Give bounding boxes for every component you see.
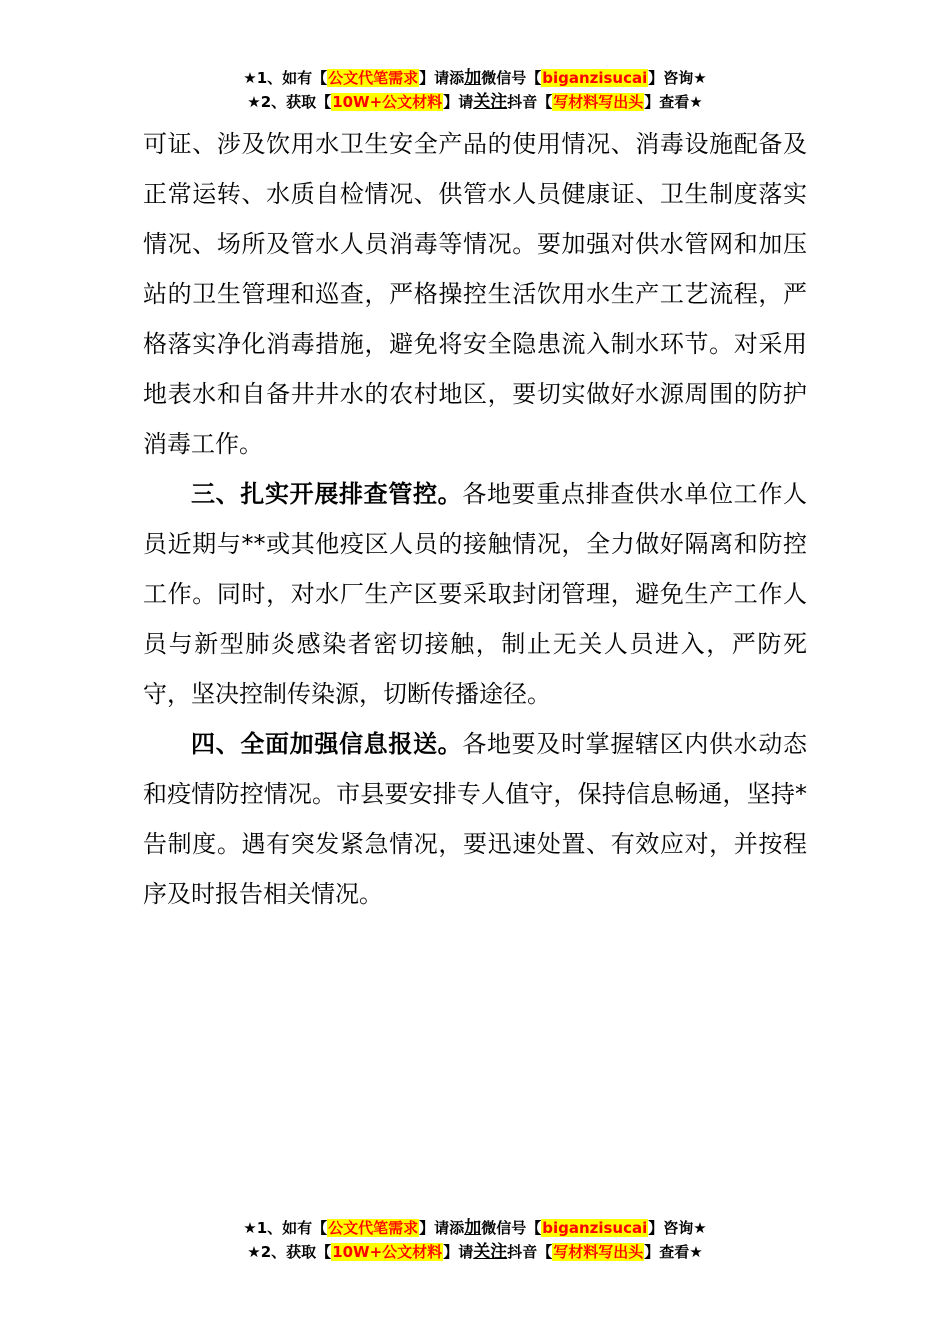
header-banner xyxy=(0,66,950,114)
highlight-materials: 10W+公文材料 xyxy=(332,1243,443,1261)
paragraph-2-text: 各地要重点排查供水单位工作人员近期与**或其他疫区人员的接触情况，全力做好隔离和防控工作。同时，对水厂生产区要采取封闭管理，避免生产工作人员与新型肺炎感染者密切接触，制止无关人员进入，严防死守，坚决控制传染源，切断传播途径。 xyxy=(143,480,808,708)
banner-text: 】请添 xyxy=(419,1219,465,1237)
highlight-douyin-account: 写材料写出头 xyxy=(553,93,644,111)
highlight-wechat-id: biganzisucai xyxy=(542,69,648,87)
highlight-service: 公文代笔需求 xyxy=(328,1219,419,1237)
footer-banner-line-2 xyxy=(0,1240,950,1264)
banner-text: 微信号【 xyxy=(481,1219,542,1237)
banner-text: 微信号【 xyxy=(481,69,542,87)
paragraph-2 xyxy=(143,469,807,719)
paragraph-1: 可证、涉及饮用水卫生安全产品的使用情况、消毒设施配备及正常运转、水质自检情况、供管水人员健康证、卫生制度落实情况、场所及管水人员消毒等情况。要加强对供水管网和加压站的卫生管理和巡查，严格操控生活饮用水生产工艺流程，严格落实净化消毒措施，避免将安全隐患流入制水环节。对采用地表水和自备井井水的农村地区，要切实做好水源周围的防护消毒工作。 xyxy=(143,130,807,458)
banner-emphasis: 加 xyxy=(464,68,482,88)
banner-text: ★2、获取【 xyxy=(247,93,332,111)
banner-text: 】请添 xyxy=(419,69,465,87)
section-heading-3: 三、扎实开展排查管控。 xyxy=(191,480,463,508)
footer-banner-line-1 xyxy=(0,1216,950,1240)
banner-text: 】咨询★ xyxy=(648,1219,707,1237)
footer-banner xyxy=(0,1216,950,1264)
highlight-materials: 10W+公文材料 xyxy=(332,93,443,111)
banner-text: 】查看★ xyxy=(644,93,703,111)
banner-text: 抖音【 xyxy=(507,93,553,111)
header-banner-line-2 xyxy=(0,90,950,114)
banner-text: 】请 xyxy=(443,1243,474,1261)
paragraph-3-text: 各地要及时掌握辖区内供水动态和疫情防控情况。市县要安排专人值守，保持信息畅通，坚持*告制度。遇有突发紧急情况，要迅速处置、有效应对，并按程序及时报告相关情况。 xyxy=(143,730,808,908)
banner-text: 】查看★ xyxy=(644,1243,703,1261)
banner-text: 抖音【 xyxy=(507,1243,553,1261)
banner-emphasis: 关注 xyxy=(473,1242,508,1262)
banner-text: 】咨询★ xyxy=(648,69,707,87)
document-body xyxy=(143,119,807,919)
banner-emphasis: 加 xyxy=(464,1218,482,1238)
banner-text: ★1、如有【 xyxy=(243,69,328,87)
paragraph-3 xyxy=(143,719,807,919)
highlight-douyin-account: 写材料写出头 xyxy=(553,1243,644,1261)
banner-text: ★2、获取【 xyxy=(247,1243,332,1261)
section-heading-4: 四、全面加强信息报送。 xyxy=(191,730,463,758)
banner-text: ★1、如有【 xyxy=(243,1219,328,1237)
highlight-wechat-id: biganzisucai xyxy=(542,1219,648,1237)
header-banner-line-1 xyxy=(0,66,950,90)
banner-emphasis: 关注 xyxy=(473,92,508,112)
banner-text: 】请 xyxy=(443,93,474,111)
highlight-service: 公文代笔需求 xyxy=(328,69,419,87)
